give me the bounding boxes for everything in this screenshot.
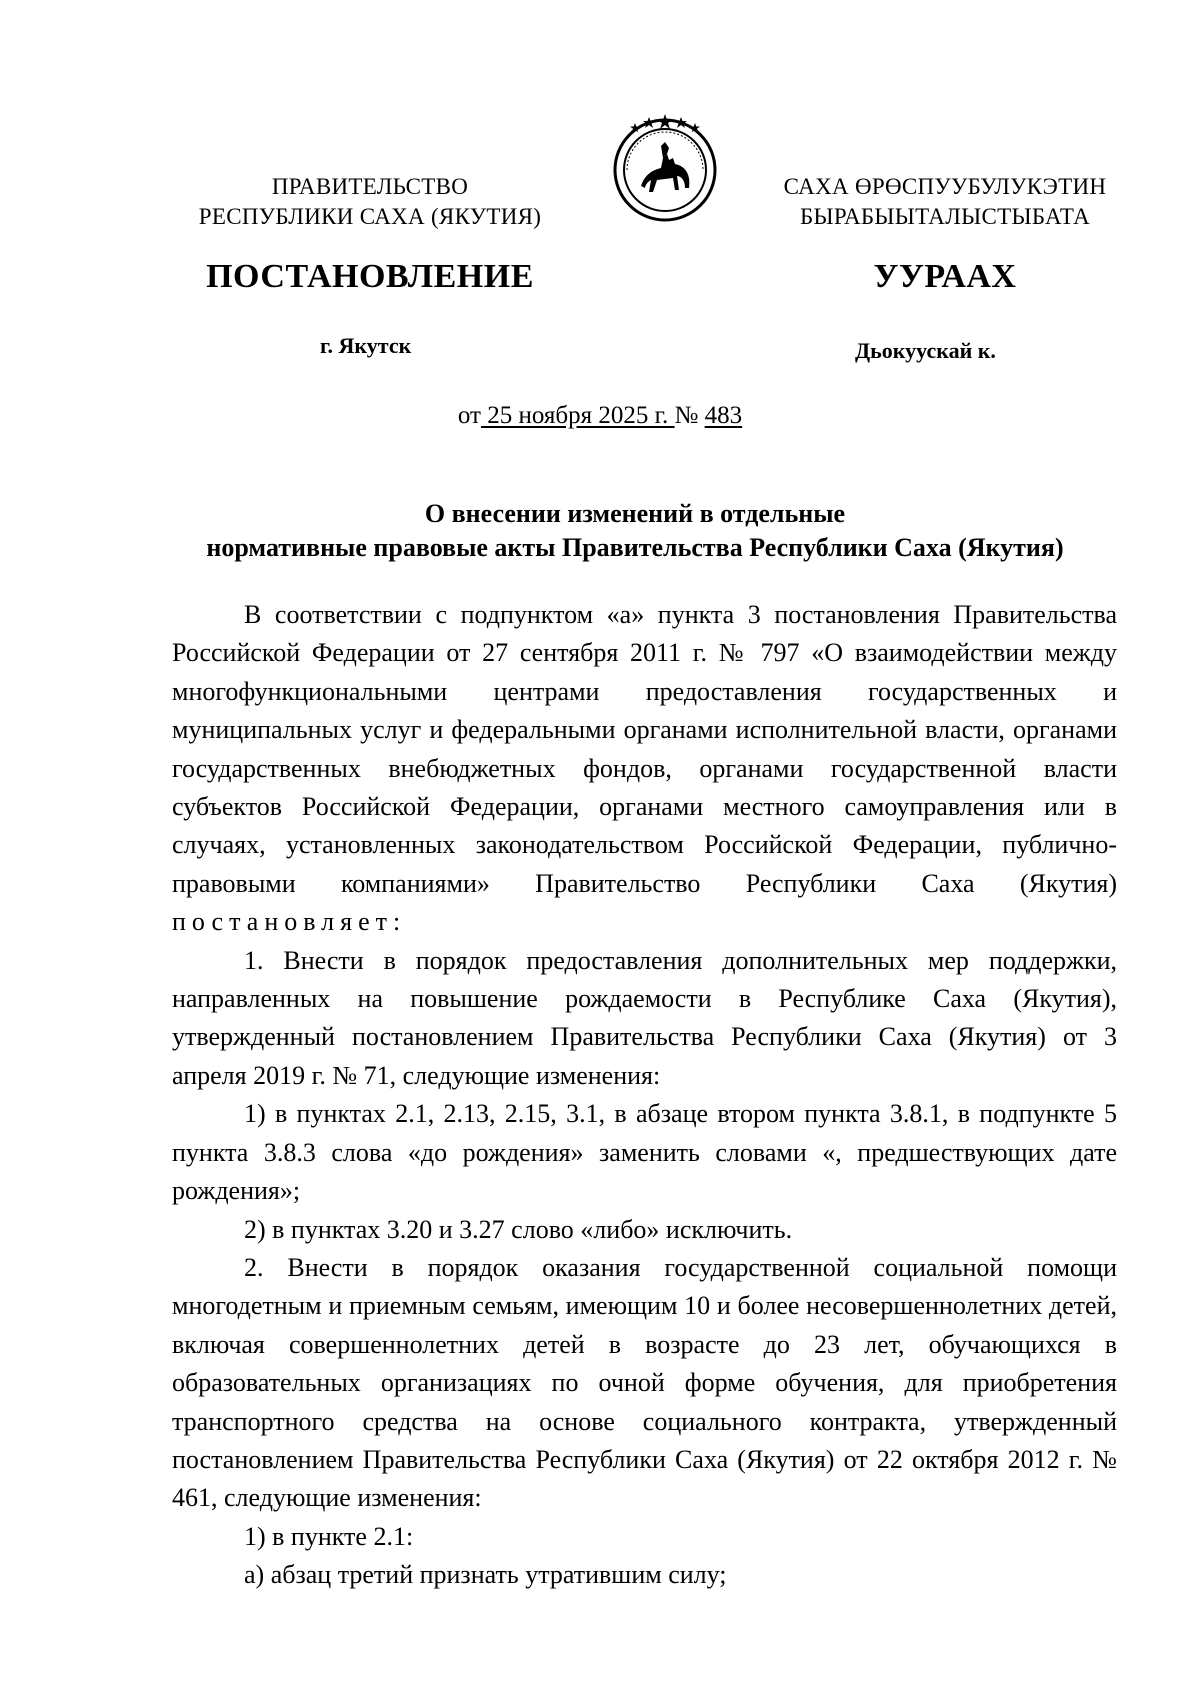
document-type-russian: ПОСТАНОВЛЕНИЕ — [206, 258, 534, 295]
title-line-1: О внесении изменений в отдельные — [424, 499, 846, 528]
issuer-line-2: РЕСПУБЛИКИ САХА (ЯКУТИЯ) — [198, 204, 542, 229]
item-2-subitem-a: а) абзац третий признать утратившим силу; — [244, 1560, 727, 1590]
date-prefix: от — [457, 402, 481, 429]
city-sakha: Дьокуускай к. — [855, 338, 996, 363]
preamble-text: В соответствии с подпунктом «а» пункта 3 постановления Правительства Российской Федерации от 27 сентября 2011 г. № 797 «О взаимодействии между многофункциональными центрами предоставления государственных и муниципальных услуг и федеральными органами исполнительной власти, органами государственных внебюджетных фондов, органами государственной власти субъектов Российской Федерации, органами местного самоуправления или в случаях, установленных законодательством Российской Федерации, публично-правовыми компаниями» Правительство Республики Саха (Якутия) — [172, 600, 1117, 898]
issuer-line-1: ПРАВИТЕЛЬСТВО — [271, 174, 469, 199]
item-2-paragraph: 2. Внести в порядок оказания государственной социальной помощи многодетным и приемным семьям, имеющим 10 и более несовершеннолетних детей, включая совершеннолетних детей в возрасте до 23 лет, обучающихся в образовательных организациях по очной форме обучения, для приобретения транспортного средства на основе социального контракта, утвержденный постановлением Правительства Республики Саха (Якутия) от 22 октября 2012 г. № 461, следующие изменения: — [172, 1252, 1117, 1513]
title-line-2: нормативные правовые акты Правительства Республики Саха (Якутия) — [206, 533, 1064, 562]
preamble-paragraph — [172, 596, 1117, 942]
issuer-block-russian — [170, 172, 570, 232]
city-russian: г. Якутск — [320, 333, 412, 358]
item-1-paragraph: 1. Внести в порядок предоставления дополнительных мер поддержки, направленных на повышение рождаемости в Республике Саха (Якутия), утвержденный постановлением Правительства Республики Саха (Якутия) от 3 апреля 2019 г. № 71, следующие изменения: — [172, 945, 1117, 1090]
document-number: 483 — [704, 402, 743, 429]
document-title — [160, 497, 1110, 565]
number-sign: № — [674, 402, 705, 429]
document-date-number — [0, 402, 1200, 430]
resolution-verb: постановляет: — [172, 907, 407, 937]
item-1-subitem-1: 1) в пунктах 2.1, 2.13, 2.15, 3.1, в абзаце втором пункта 3.8.1, в подпункте 5 пункта 3.8.3 слова «до рождения» заменить словами «, предшествующих дате рождения»; — [172, 1099, 1117, 1206]
issuer-block-sakha — [745, 172, 1145, 232]
issuer-sakha-line-2: БЫРАБЫЫТАЛЫСТЫБАТА — [799, 204, 1091, 229]
item-1-subitem-2: 2) в пунктах 3.20 и 3.27 слово «либо» исключить. — [244, 1214, 793, 1244]
document-date: 25 ноября 2025 г. — [480, 402, 675, 429]
document-type-sakha: УУРААХ — [873, 258, 1017, 295]
coat-of-arms-emblem — [605, 108, 725, 228]
issuer-sakha-line-1: САХА ӨРӨСПУУБУЛУКЭТИН — [783, 174, 1107, 199]
item-2-subitem-1: 1) в пункте 2.1: — [244, 1521, 414, 1551]
document-body — [172, 596, 1117, 1595]
